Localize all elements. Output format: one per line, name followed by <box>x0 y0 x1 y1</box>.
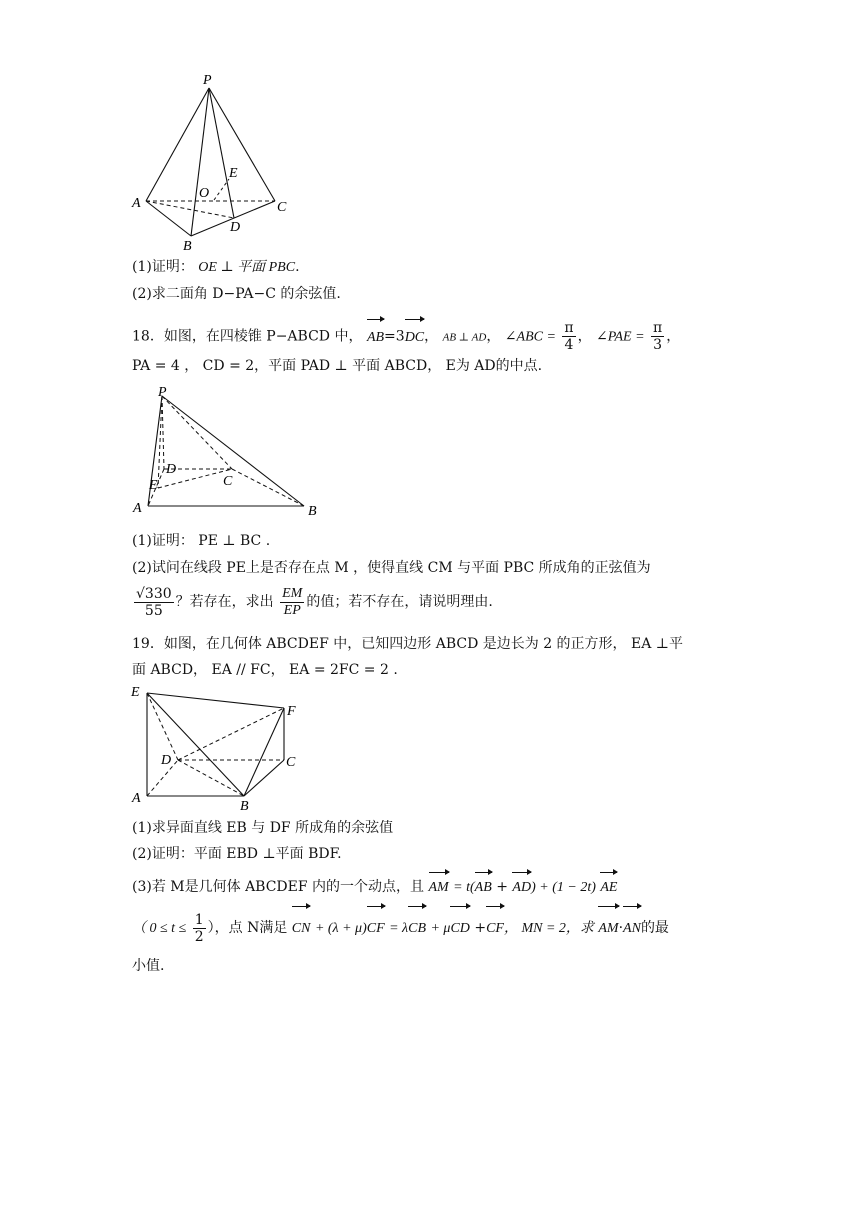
label-P: P <box>203 73 212 88</box>
figure-q17-pyramid <box>125 65 300 255</box>
label-A: A <box>132 791 141 806</box>
label-C: C <box>223 474 233 489</box>
q19-line2: 面 ABCD， EA // FC， EA = 2FC = 2 . <box>132 662 398 678</box>
q18-line1: 18．如图，在四棱锥 P−ABCD 中， AB=3DC， AB ⊥ AD， ∠ABC = $\frac{\pi}{4}$ ， ∠PAE = $\frac{\pi}{3}$ ， <box>132 320 681 353</box>
label-B: B <box>308 504 317 519</box>
label-A: A <box>133 501 142 516</box>
q19-part3-line3: 小值. <box>132 958 165 974</box>
label-D: D <box>161 753 172 768</box>
label-F: F <box>287 704 296 719</box>
label-E: E <box>131 685 140 700</box>
label-B: B <box>183 239 192 254</box>
label-P: P <box>158 385 167 400</box>
q17-part1: (1)证明： OE ⊥ 平面 PBC. <box>132 259 300 275</box>
q19-part3-line2: （ 0 ≤ t ≤ $\frac{1}{2}$ ），点 N满足 CN + (λ + μ)CF = λCB + μCD +CF， MN = 2，求 AM·AN的最 <box>132 908 669 948</box>
label-O: O <box>199 186 210 201</box>
q19-part2: (2)证明：平面 EBD ⊥平面 BDF. <box>132 846 342 862</box>
figure-q18-pyramid <box>128 382 328 522</box>
label-E: E <box>149 478 158 493</box>
label-E: E <box>229 166 238 181</box>
label-B: B <box>240 799 249 814</box>
q17-part2: (2)求二面角 D−PA−C 的余弦值. <box>132 286 341 302</box>
q18-part2-line1: (2)试问在线段 PE上是否存在点 M ，使得直线 CM 与平面 PBC 所成角的正弦值为 <box>132 560 651 576</box>
q18-part2-line2: $\frac{√330}{55}$ ？若存在，求出 $\frac{EM}{EP}$ 的值；若不存在，请说明理由. <box>136 585 493 619</box>
label-C: C <box>286 755 296 770</box>
label-D: D <box>166 462 177 477</box>
figure-q19-solid <box>128 682 308 814</box>
q18-part1: (1)证明： PE ⊥ BC . <box>132 533 271 549</box>
label-D: D <box>230 220 241 235</box>
q19-part3-line1: (3)若 M是几何体 ABCDEF 内的一个动点，且 AM = t(AB + AD) + (1 − 2t) AE <box>132 874 617 900</box>
q19-part1: (1)求异面直线 EB 与 DF 所成角的余弦值 <box>132 820 394 836</box>
q18-line2: PA = 4 ， CD = 2，平面 PAD ⊥ 平面 ABCD， E为 AD的中点. <box>132 358 543 374</box>
label-A: A <box>132 196 141 211</box>
q19-line1: 19．如图，在几何体 ABCDEF 中，已知四边形 ABCD 是边长为 2 的正方形， EA ⊥平 <box>132 636 683 652</box>
label-C: C <box>277 200 287 215</box>
